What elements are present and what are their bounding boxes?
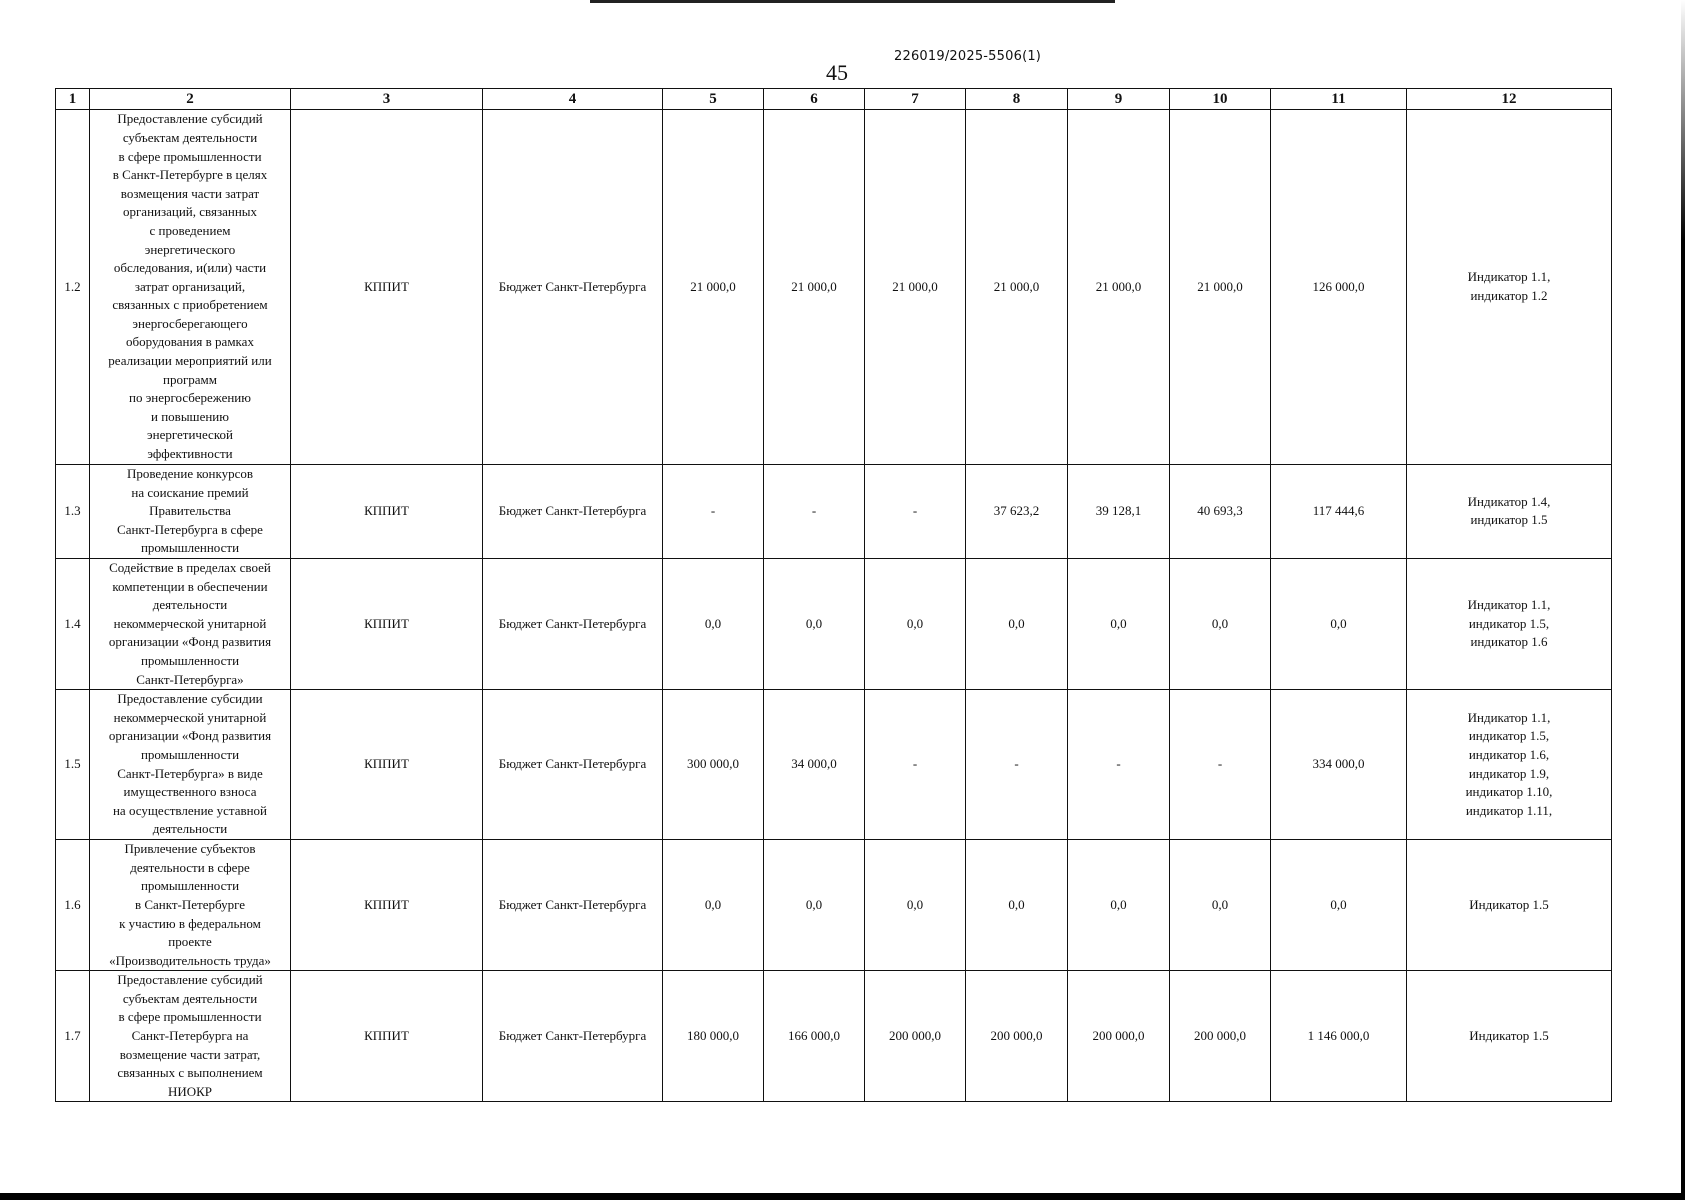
amount-cell: - bbox=[865, 690, 966, 840]
row-number: 1.5 bbox=[56, 690, 90, 840]
table-row bbox=[56, 690, 1612, 840]
column-header: 5 bbox=[663, 89, 764, 110]
funding-source-cell: Бюджет Санкт-Петербурга bbox=[483, 971, 663, 1102]
amount-cell: - bbox=[966, 690, 1068, 840]
scan-bottom-edge bbox=[0, 1193, 1685, 1200]
measure-description: Привлечение субъектов деятельности в сфере промышленности в Санкт-Петербурге к участию в федеральном проекте «Производительность труда» bbox=[90, 840, 291, 971]
measure-description: Содействие в пределах своей компетенции в обеспечении деятельности некоммерческой унитарной организации «Фонд развития промышленности Санкт-Петербурга» bbox=[90, 558, 291, 689]
amount-cell: 200 000,0 bbox=[1170, 971, 1271, 1102]
amount-cell: 166 000,0 bbox=[764, 971, 865, 1102]
row-number: 1.4 bbox=[56, 558, 90, 689]
indicators-cell: Индикатор 1.1, индикатор 1.5, индикатор 1.6 bbox=[1407, 558, 1612, 689]
total-cell: 126 000,0 bbox=[1271, 110, 1407, 465]
amount-cell: 40 693,3 bbox=[1170, 465, 1271, 559]
document-id: 226019/2025-5506(1) bbox=[894, 49, 1042, 64]
column-header: 4 bbox=[483, 89, 663, 110]
amount-cell: 0,0 bbox=[865, 558, 966, 689]
amount-cell: 0,0 bbox=[764, 840, 865, 971]
amount-cell: 21 000,0 bbox=[865, 110, 966, 465]
amount-cell: 0,0 bbox=[1068, 840, 1170, 971]
amount-cell: 0,0 bbox=[966, 840, 1068, 971]
measure-description: Проведение конкурсов на соискание премий Правительства Санкт-Петербурга в сфере промышленности bbox=[90, 465, 291, 559]
row-number: 1.6 bbox=[56, 840, 90, 971]
amount-cell: - bbox=[1068, 690, 1170, 840]
executor-cell: КППИТ bbox=[291, 110, 483, 465]
measure-description: Предоставление субсидий субъектам деятельности в сфере промышленности Санкт-Петербурга на возмещение части затрат, связанных с выполнением НИОКР bbox=[90, 971, 291, 1102]
funding-source-cell: Бюджет Санкт-Петербурга bbox=[483, 110, 663, 465]
amount-cell: - bbox=[663, 465, 764, 559]
total-cell: 1 146 000,0 bbox=[1271, 971, 1407, 1102]
column-header: 3 bbox=[291, 89, 483, 110]
table-row bbox=[56, 110, 1612, 465]
amount-cell: - bbox=[764, 465, 865, 559]
executor-cell: КППИТ bbox=[291, 465, 483, 559]
page-number: 45 bbox=[826, 60, 848, 85]
indicators-cell: Индикатор 1.5 bbox=[1407, 840, 1612, 971]
amount-cell: 0,0 bbox=[865, 840, 966, 971]
amount-cell: - bbox=[1170, 690, 1271, 840]
row-number: 1.7 bbox=[56, 971, 90, 1102]
amount-cell: 39 128,1 bbox=[1068, 465, 1170, 559]
table-row bbox=[56, 465, 1612, 559]
indicators-cell: Индикатор 1.4, индикатор 1.5 bbox=[1407, 465, 1612, 559]
executor-cell: КППИТ bbox=[291, 840, 483, 971]
column-header: 11 bbox=[1271, 89, 1407, 110]
row-number: 1.3 bbox=[56, 465, 90, 559]
amount-cell: - bbox=[865, 465, 966, 559]
amount-cell: 0,0 bbox=[1068, 558, 1170, 689]
column-header: 8 bbox=[966, 89, 1068, 110]
total-cell: 0,0 bbox=[1271, 558, 1407, 689]
column-header: 2 bbox=[90, 89, 291, 110]
funding-source-cell: Бюджет Санкт-Петербурга bbox=[483, 840, 663, 971]
column-header: 7 bbox=[865, 89, 966, 110]
total-cell: 334 000,0 bbox=[1271, 690, 1407, 840]
amount-cell: 0,0 bbox=[663, 840, 764, 971]
executor-cell: КППИТ bbox=[291, 971, 483, 1102]
amount-cell: 21 000,0 bbox=[764, 110, 865, 465]
amount-cell: 0,0 bbox=[764, 558, 865, 689]
amount-cell: 200 000,0 bbox=[966, 971, 1068, 1102]
column-header: 6 bbox=[764, 89, 865, 110]
total-cell: 0,0 bbox=[1271, 840, 1407, 971]
funding-source-cell: Бюджет Санкт-Петербурга bbox=[483, 465, 663, 559]
funding-source-cell: Бюджет Санкт-Петербурга bbox=[483, 690, 663, 840]
column-number-row bbox=[56, 89, 1612, 110]
amount-cell: 21 000,0 bbox=[663, 110, 764, 465]
amount-cell: 180 000,0 bbox=[663, 971, 764, 1102]
measure-description: Предоставление субсидии некоммерческой унитарной организации «Фонд развития промышленности Санкт-Петербурга» в виде имущественного взноса на осуществление уставной деятельности bbox=[90, 690, 291, 840]
scan-top-rule bbox=[590, 0, 1115, 3]
column-header: 9 bbox=[1068, 89, 1170, 110]
amount-cell: 0,0 bbox=[966, 558, 1068, 689]
amount-cell: 0,0 bbox=[1170, 558, 1271, 689]
table-row bbox=[56, 971, 1612, 1102]
amount-cell: 0,0 bbox=[1170, 840, 1271, 971]
total-cell: 117 444,6 bbox=[1271, 465, 1407, 559]
amount-cell: 200 000,0 bbox=[1068, 971, 1170, 1102]
amount-cell: 37 623,2 bbox=[966, 465, 1068, 559]
column-header: 1 bbox=[56, 89, 90, 110]
amount-cell: 300 000,0 bbox=[663, 690, 764, 840]
row-number: 1.2 bbox=[56, 110, 90, 465]
indicators-cell: Индикатор 1.1, индикатор 1.2 bbox=[1407, 110, 1612, 465]
column-header: 12 bbox=[1407, 89, 1612, 110]
measure-description: Предоставление субсидий субъектам деятельности в сфере промышленности в Санкт-Петербурге в целях возмещения части затрат организаций, связанных с проведением энергетического обследования, и(или) части затрат организаций, связанных с приобретением энергосберегающего оборудования в рамках реализации мероприятий или программ по энергосбережению и повышению энергетической эффективности bbox=[90, 110, 291, 465]
executor-cell: КППИТ bbox=[291, 558, 483, 689]
amount-cell: 21 000,0 bbox=[1068, 110, 1170, 465]
executor-cell: КППИТ bbox=[291, 690, 483, 840]
budget-table bbox=[55, 88, 1612, 1102]
column-header: 10 bbox=[1170, 89, 1271, 110]
amount-cell: 21 000,0 bbox=[966, 110, 1068, 465]
indicators-cell: Индикатор 1.1, индикатор 1.5, индикатор 1.6, индикатор 1.9, индикатор 1.10, индикатор 1.11, bbox=[1407, 690, 1612, 840]
amount-cell: 34 000,0 bbox=[764, 690, 865, 840]
scan-right-edge bbox=[1681, 0, 1685, 1200]
table-row bbox=[56, 558, 1612, 689]
amount-cell: 21 000,0 bbox=[1170, 110, 1271, 465]
amount-cell: 200 000,0 bbox=[865, 971, 966, 1102]
indicators-cell: Индикатор 1.5 bbox=[1407, 971, 1612, 1102]
amount-cell: 0,0 bbox=[663, 558, 764, 689]
funding-source-cell: Бюджет Санкт-Петербурга bbox=[483, 558, 663, 689]
table-row bbox=[56, 840, 1612, 971]
